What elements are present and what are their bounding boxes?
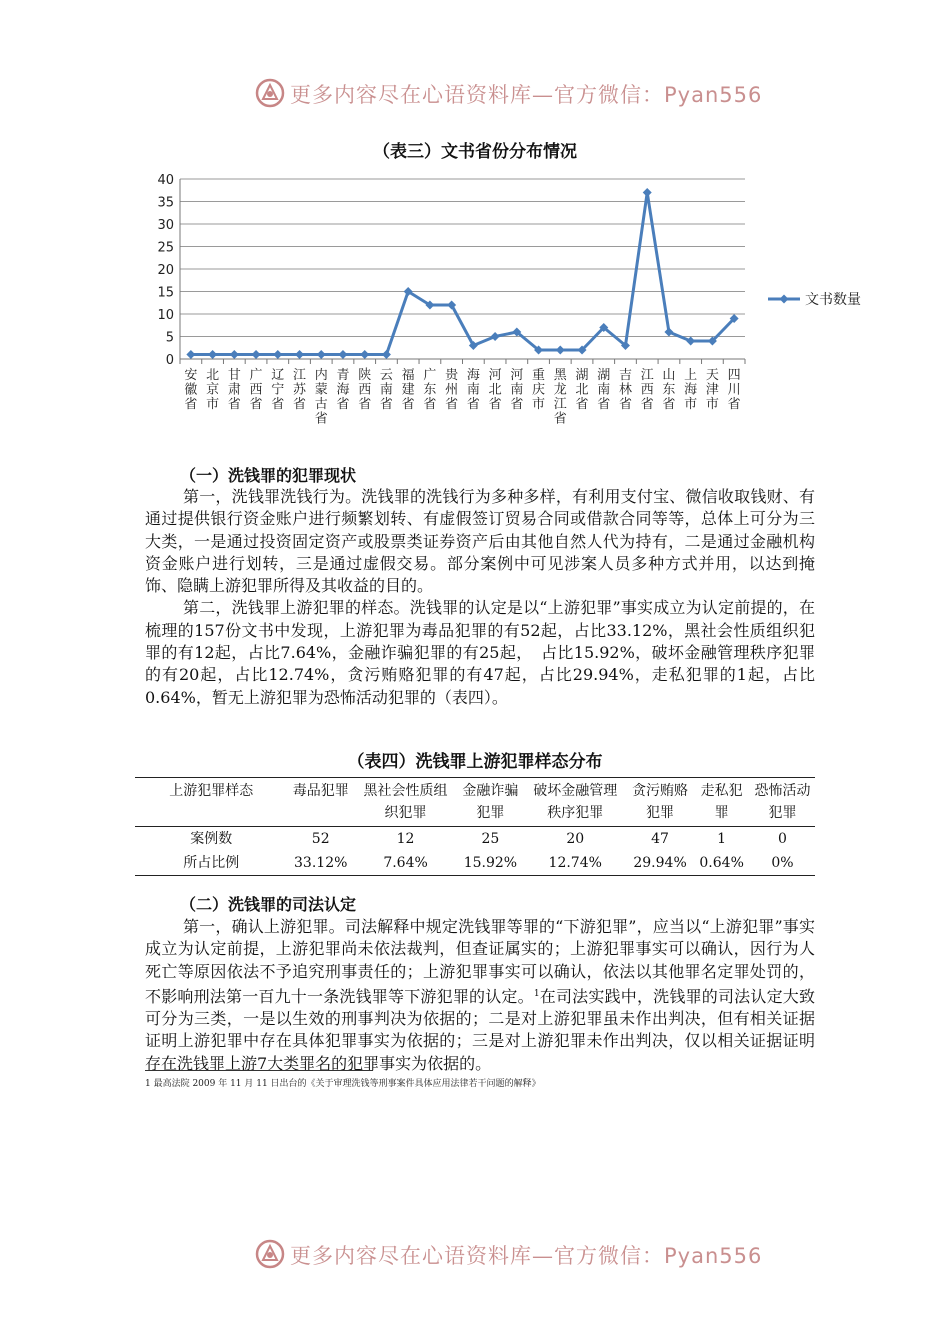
footnote-divider: [145, 1070, 373, 1071]
table-header-cell: 毒品犯罪: [287, 778, 354, 827]
data-point: [556, 346, 565, 355]
data-point: [252, 350, 261, 359]
x-tick-label: 青海省: [336, 368, 350, 412]
table-cell: 25: [481, 831, 500, 847]
data-point: [295, 350, 304, 359]
table-cell: 29.94%: [627, 851, 694, 876]
table-cell: 33.12%: [287, 851, 354, 876]
table-row: [135, 827, 815, 852]
data-point: [317, 350, 326, 359]
province-line-chart: [140, 168, 900, 443]
x-tick-label: 四川省: [727, 368, 741, 412]
data-point: [491, 332, 500, 341]
x-tick-label: 湖南省: [597, 368, 611, 412]
y-tick-label: 5: [165, 330, 174, 346]
x-tick-label: 重庆市: [532, 368, 546, 412]
brand-logo-icon: [254, 77, 286, 109]
data-point: [273, 350, 282, 359]
table-cell: 案例数: [190, 831, 233, 847]
table-cell: 12: [396, 831, 415, 847]
y-tick-label: 25: [157, 240, 174, 256]
x-tick-label: 黑龙江省: [553, 368, 567, 427]
data-point: [664, 328, 673, 337]
table-cell: 0: [778, 831, 787, 847]
series-line: [191, 193, 734, 355]
footnote: 1 最高法院 2009 年 11 月 11 日出台的《关于审理洗钱等刑事案件具体应用法律若干问题的解释》: [145, 1079, 541, 1089]
x-tick-label: 山东省: [662, 368, 676, 412]
legend-label: 文书数量: [805, 292, 861, 308]
table4-title: （表四）洗钱罪上游犯罪样态分布: [347, 752, 603, 772]
x-tick-label: 江苏省: [293, 368, 307, 412]
table-header-cell: 黑社会性质组织犯罪: [354, 778, 457, 827]
section2-body: [145, 916, 815, 1075]
section2-paragraph-1: 第一，确认上游犯罪。司法解释中规定洗钱罪等罪的“下游犯罪”，应当以“上游犯罪”事实成立为认定前提，上游犯罪尚未依法裁判，但查证属实的；上游犯罪事实可以确认，因行为人死亡等原因依法不予追究刑事责任的；上游犯罪事实可以确认，依法以其他罪名定罪处罚的，不影响刑法第一百九十一条洗钱罪等下游犯罪的认定。$^1$在司法实践中，洗钱罪的司法认定大致可分为三类，一是以生效的刑事判决为依据的；二是对上游犯罪虽未作出判决，但有相关证据证明上游犯罪中存在具体犯罪事实为依据的；三是对上游犯罪未作出判决，仅以相关证据证明存在洗钱罪上游7大类罪名的犯罪事实为依据的。: [145, 917, 815, 1073]
x-tick-label: 辽宁省: [271, 368, 285, 412]
data-point: [360, 350, 369, 359]
table-header-cell: 恐怖活动犯罪: [750, 778, 815, 827]
x-tick-label: 河北省: [488, 368, 502, 412]
x-tick-label: 贵州省: [445, 368, 459, 412]
table-header-cell: 金融诈骗犯罪: [457, 778, 524, 827]
table-header-cell: 破坏金融管理秩序犯罪: [524, 778, 627, 827]
table-cell: 所占比例: [135, 851, 287, 876]
data-point: [686, 337, 695, 346]
table-header-cell: 走私犯罪: [693, 778, 750, 827]
table-cell: 0%: [750, 851, 815, 876]
table3-title: （表三）文书省份分布情况: [373, 142, 577, 162]
legend-marker: [780, 295, 789, 304]
section1-paragraph-2: 第二，洗钱罪上游犯罪的样态。洗钱罪的认定是以“上游犯罪”事实成立为认定前提的，在梳理的157份文书中发现，上游犯罪为毒品犯罪的有52起，占比33.12%，黑社会性质组织犯罪的有12起，占比7.64%，金融诈骗犯罪的有25起， 占比15.92%，破坏金融管理秩序犯罪的有20起，占比12.74%，贪污贿赂犯罪的有47起，占比29.94%，走私犯罪的1起，占比0.64%，暂无上游犯罪为恐怖活动犯罪的（表四）。: [145, 598, 815, 707]
upstream-crime-table: [135, 777, 815, 876]
table-row: [135, 851, 815, 876]
section1-heading: （一）洗钱罪的犯罪现状: [180, 466, 357, 485]
banner-text: 更多内容尽在心语资料库—官方微信：Pyan556: [290, 83, 763, 107]
x-tick-label: 安徽省: [184, 368, 198, 412]
section1-body: [145, 486, 815, 709]
brand-logo-icon: [254, 1238, 286, 1270]
data-point: [643, 188, 652, 197]
table-header-row: [135, 778, 815, 827]
table-cell: 47: [651, 831, 669, 847]
table-cell: 52: [311, 831, 330, 847]
table-cell: 0.64%: [693, 851, 750, 876]
table-cell: 20: [566, 831, 585, 847]
x-tick-label: 云南省: [379, 368, 393, 412]
x-tick-label: 上海市: [684, 368, 698, 412]
table-cell: 7.64%: [354, 851, 457, 876]
banner-wechat: Pyan556: [664, 1244, 763, 1268]
y-tick-label: 30: [157, 218, 174, 233]
footer-banner: [0, 1234, 950, 1274]
table-cell: 15.92%: [457, 851, 524, 876]
x-tick-label: 陕西省: [358, 368, 372, 412]
x-tick-label: 广东省: [423, 368, 437, 412]
header-banner: [0, 73, 950, 113]
data-point: [338, 350, 347, 359]
x-tick-label: 海南省: [466, 368, 480, 412]
data-point: [186, 350, 195, 359]
data-point: [208, 350, 217, 359]
table-cell: 1: [717, 831, 727, 847]
footnote-marker: 1: [533, 988, 540, 999]
x-tick-label: 河南省: [510, 368, 524, 412]
banner-text: 更多内容尽在心语资料库—官方微信：Pyan556: [290, 1244, 763, 1268]
x-tick-label: 湖北省: [575, 368, 589, 412]
y-tick-label: 10: [157, 308, 174, 323]
y-tick-label: 40: [157, 173, 174, 188]
banner-wechat: Pyan556: [664, 83, 763, 107]
x-tick-label: 福建省: [401, 368, 415, 412]
x-tick-label: 甘肃省: [227, 368, 241, 412]
x-tick-label: 天津市: [705, 368, 719, 412]
table-header-cell: 贪污贿赂犯罪: [627, 778, 694, 827]
section1-paragraph-1: 第一，洗钱罪洗钱行为。洗钱罪的洗钱行为多种多样，有利用支付宝、微信收取钱财、有通过提供银行资金账户进行频繁划转、有虚假签订贸易合同或借款合同等等，总体上可分为三大类，一是通过投资固定资产或股票类证券资产后由其他自然人代为持有，二是通过金融机构资金账户进行划转，三是通过虚假交易。部分案例中可见涉案人员多种方式并用，以达到掩饰、隐瞒上游犯罪所得及其收益的目的。: [145, 487, 815, 596]
table-header-cell: 上游犯罪样态: [135, 778, 287, 827]
y-tick-label: 20: [157, 263, 174, 278]
y-tick-label: 0: [165, 353, 174, 368]
x-tick-label: 吉林省: [618, 368, 632, 412]
section2-heading: （二）洗钱罪的司法认定: [180, 895, 357, 914]
table-cell: 12.74%: [524, 851, 627, 876]
x-tick-label: 江西省: [640, 368, 654, 412]
y-tick-label: 35: [157, 195, 174, 211]
data-point: [382, 350, 391, 359]
x-tick-label: 广西省: [249, 368, 263, 412]
data-point: [230, 350, 239, 359]
y-tick-label: 15: [157, 285, 174, 301]
x-tick-label: 内蒙古省: [314, 368, 328, 427]
x-tick-label: 北京市: [206, 368, 220, 412]
